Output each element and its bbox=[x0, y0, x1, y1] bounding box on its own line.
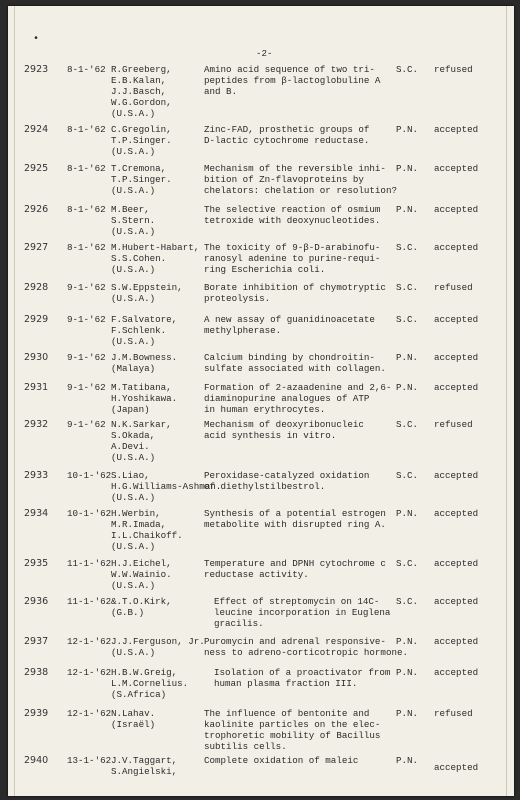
author-line: (Malaya) bbox=[111, 363, 156, 374]
title-line: metabolite with disrupted ring A. bbox=[204, 519, 386, 530]
title-line: leucine incorporation in Euglena bbox=[214, 607, 391, 618]
author-line: (U.S.A.) bbox=[111, 264, 156, 275]
entry-status: accepted bbox=[434, 352, 479, 363]
title-line: trophoretic mobility of Bacillus bbox=[204, 730, 381, 741]
author-line: H.Werbin, bbox=[111, 508, 161, 519]
author-line: A.Devi. bbox=[111, 441, 150, 452]
title-line: Borate inhibition of chymotryptic bbox=[204, 282, 386, 293]
entry-number: 2929 bbox=[24, 314, 49, 325]
author-line: M.R.Imada, bbox=[111, 519, 167, 530]
entry-number: 2924 bbox=[24, 124, 49, 135]
entry-number: 2937 bbox=[24, 636, 49, 647]
author-line: L.M.Cornelius. bbox=[111, 678, 189, 689]
title-line: proteolysis. bbox=[204, 293, 271, 304]
title-line: D-lactic cytochrome reductase. bbox=[204, 135, 370, 146]
title-line: tetroxide with deoxynucleotides. bbox=[204, 215, 381, 226]
title-line: The selective reaction of osmium bbox=[204, 204, 381, 215]
entry-title bbox=[204, 382, 402, 415]
author-line: S.Liao, bbox=[111, 470, 150, 481]
author-line: J.M.Bowness. bbox=[111, 352, 178, 363]
entry-number: 2933 bbox=[24, 470, 49, 481]
entry-journal: P.N. bbox=[396, 124, 419, 135]
title-line: chelators: chelation or resolution? bbox=[204, 185, 397, 196]
entry-status: accepted bbox=[434, 242, 479, 253]
author-line: J.J.Basch, bbox=[111, 86, 167, 97]
entry-journal: P.N. bbox=[396, 636, 419, 647]
entry-date: 8-1-'62 bbox=[67, 124, 106, 135]
mark: • bbox=[33, 34, 40, 45]
entry-journal: P.N. bbox=[396, 204, 419, 215]
entry-date: 13-1-'62 bbox=[67, 755, 112, 766]
entry-status: refused bbox=[434, 64, 473, 75]
entry-authors bbox=[111, 163, 219, 196]
entry-authors bbox=[111, 755, 219, 777]
author-line: (U.S.A.) bbox=[111, 541, 156, 552]
entry-authors bbox=[111, 508, 219, 552]
title-line: The toxicity of 9-β-D-arabinofu- bbox=[204, 242, 381, 253]
author-line: T.P.Singer. bbox=[111, 135, 172, 146]
author-line: H.B.W.Greig, bbox=[111, 667, 178, 678]
entry-number: 2927 bbox=[24, 242, 49, 253]
entry-status: refused bbox=[434, 708, 473, 719]
entry-date: 11-1-'62 bbox=[67, 558, 112, 569]
entry-number: 2940 bbox=[24, 755, 49, 766]
author-line: M.Beer, bbox=[111, 204, 150, 215]
entry-number: 2928 bbox=[24, 282, 49, 293]
entry-date: 9-1-'62 bbox=[67, 382, 106, 393]
entry-number: 2932 bbox=[24, 419, 49, 430]
title-line: gracilis. bbox=[214, 618, 264, 629]
entry-authors bbox=[111, 124, 219, 157]
entry-status: accepted bbox=[434, 558, 479, 569]
title-line: A new assay of guanidinoacetate bbox=[204, 314, 375, 325]
entry-date: 8-1-'62 bbox=[67, 64, 106, 75]
entry-journal: S.C. bbox=[396, 596, 419, 607]
title-line: ness to adreno-corticotropic hormone. bbox=[204, 647, 408, 658]
entry-number: 2938 bbox=[24, 667, 49, 678]
title-line: Calcium binding by chondroitin- bbox=[204, 352, 375, 363]
author-line: (U.S.A.) bbox=[111, 293, 156, 304]
author-line: S.Okada, bbox=[111, 430, 156, 441]
title-line: Effect of streptomycin on 14C- bbox=[214, 596, 380, 607]
author-line: C.Gregolin, bbox=[111, 124, 172, 135]
entry-status: accepted bbox=[434, 204, 479, 215]
entry-authors bbox=[111, 419, 219, 463]
entry-date: 10-1-'62 bbox=[67, 470, 112, 481]
entry-date: 8-1-'62 bbox=[67, 163, 106, 174]
entry-title bbox=[204, 352, 402, 374]
title-line: of diethylstilbestrol. bbox=[204, 481, 326, 492]
title-line: Isolation of a proactivator from bbox=[214, 667, 391, 678]
entry-status: accepted bbox=[434, 636, 479, 647]
title-line: ranosyl adenine to purine-requi- bbox=[204, 253, 381, 264]
entry-authors bbox=[111, 596, 219, 618]
title-line: Complete oxidation of maleic bbox=[204, 755, 359, 766]
entry-date: 11-1-'62 bbox=[67, 596, 112, 607]
title-line: peptides from β-lactoglobuline A bbox=[204, 75, 381, 86]
entry-status: accepted bbox=[434, 470, 479, 481]
entry-status: accepted bbox=[434, 124, 479, 135]
author-line: (U.S.A.) bbox=[111, 185, 156, 196]
author-line: E.B.Kalan, bbox=[111, 75, 167, 86]
entry-number: 2931 bbox=[24, 382, 49, 393]
author-line: T.P.Singer. bbox=[111, 174, 172, 185]
entry-title bbox=[204, 204, 402, 226]
entry-status: accepted bbox=[434, 508, 479, 519]
entry-number: 2936 bbox=[24, 596, 49, 607]
entry-journal: P.N. bbox=[396, 382, 419, 393]
title-line: Mechanism of the reversible inhi- bbox=[204, 163, 386, 174]
entry-number: 2925 bbox=[24, 163, 49, 174]
entry-authors bbox=[111, 382, 219, 415]
entry-date: 9-1-'62 bbox=[67, 419, 106, 430]
title-line: acid synthesis in vitro. bbox=[204, 430, 337, 441]
author-line: (U.S.A.) bbox=[111, 647, 156, 658]
author-line: W.W.Wainio. bbox=[111, 569, 172, 580]
entry-status: refused bbox=[434, 419, 473, 430]
entry-date: 12-1-'62 bbox=[67, 636, 112, 647]
author-line: (Japan) bbox=[111, 404, 150, 415]
title-line: Mechanism of deoxyribonucleic bbox=[204, 419, 364, 430]
entry-title bbox=[204, 124, 402, 146]
page-number: -2- bbox=[256, 48, 273, 59]
entry-date: 9-1-'62 bbox=[67, 282, 106, 293]
entry-journal: S.C. bbox=[396, 558, 419, 569]
title-line: and B. bbox=[204, 86, 238, 97]
entry-authors bbox=[111, 470, 222, 503]
entry-status: refused bbox=[434, 282, 473, 293]
entry-authors bbox=[111, 667, 219, 700]
entry-number: 2930 bbox=[24, 352, 49, 363]
entry-journal: P.N. bbox=[396, 708, 419, 719]
entry-status: accepted bbox=[434, 667, 479, 678]
title-line: human plasma fraction III. bbox=[214, 678, 358, 689]
entry-number: 2935 bbox=[24, 558, 49, 569]
author-line: R.Greeberg, bbox=[111, 64, 172, 75]
entry-authors bbox=[111, 558, 219, 591]
entry-title bbox=[204, 470, 402, 492]
entry-status: accepted bbox=[434, 762, 479, 773]
entry-title bbox=[214, 596, 412, 629]
author-line: T.Cremona, bbox=[111, 163, 167, 174]
title-line: Amino acid sequence of two tri- bbox=[204, 64, 375, 75]
entry-authors bbox=[111, 242, 219, 275]
entry-authors bbox=[111, 314, 219, 347]
author-line: M.Hubert-Habart, bbox=[111, 242, 200, 253]
author-line: S.Stern. bbox=[111, 215, 156, 226]
entry-status: accepted bbox=[434, 314, 479, 325]
title-line: ring Escherichia coli. bbox=[204, 264, 326, 275]
author-line: F.Salvatore, bbox=[111, 314, 178, 325]
document-page bbox=[8, 6, 514, 796]
author-line: (U.S.A.) bbox=[111, 226, 156, 237]
entry-title bbox=[204, 314, 402, 336]
entry-authors bbox=[111, 204, 219, 237]
entry-journal: P.N. bbox=[396, 755, 419, 766]
author-line: (U.S.A.) bbox=[111, 336, 156, 347]
author-line: S.Angielski, bbox=[111, 766, 178, 777]
entry-title bbox=[204, 708, 402, 752]
entry-number: 2926 bbox=[24, 204, 49, 215]
title-line: diaminopurine analogues of ATP bbox=[204, 393, 370, 404]
author-line: H.G.Williams-Ashman. bbox=[111, 481, 222, 492]
author-line: &.T.O.Kirk, bbox=[111, 596, 172, 607]
author-line: (S.Africa) bbox=[111, 689, 167, 700]
entry-number: 2939 bbox=[24, 708, 49, 719]
entry-title bbox=[204, 163, 402, 196]
entry-journal: S.C. bbox=[396, 470, 419, 481]
entry-date: 9-1-'62 bbox=[67, 352, 106, 363]
entry-journal: S.C. bbox=[396, 419, 419, 430]
entry-journal: S.C. bbox=[396, 282, 419, 293]
author-line: J.J.Ferguson, Jr. bbox=[111, 636, 205, 647]
author-line: H.J.Eichel, bbox=[111, 558, 172, 569]
entry-date: 9-1-'62 bbox=[67, 314, 106, 325]
author-line: (G.B.) bbox=[111, 607, 145, 618]
author-line: (U.S.A.) bbox=[111, 146, 156, 157]
entry-title bbox=[204, 64, 402, 97]
entry-date: 8-1-'62 bbox=[67, 242, 106, 253]
entry-journal: S.C. bbox=[396, 314, 419, 325]
entry-journal: P.N. bbox=[396, 352, 419, 363]
margin-rule bbox=[506, 6, 507, 796]
author-line: (U.S.A.) bbox=[111, 580, 156, 591]
title-line: sulfate associated with collagen. bbox=[204, 363, 386, 374]
author-line: (U.S.A.) bbox=[111, 452, 156, 463]
entry-date: 10-1-'62 bbox=[67, 508, 112, 519]
title-line: The influence of bentonite and bbox=[204, 708, 370, 719]
entry-title bbox=[204, 558, 402, 580]
title-line: kaolinite particles on the elec- bbox=[204, 719, 381, 730]
entry-authors bbox=[111, 64, 219, 119]
entry-title bbox=[204, 508, 402, 530]
title-line: Formation of 2-azaadenine and 2,6- bbox=[204, 382, 392, 393]
entry-title bbox=[214, 667, 412, 689]
entry-journal: S.C. bbox=[396, 64, 419, 75]
margin-rule bbox=[14, 6, 15, 796]
author-line: W.G.Gordon, bbox=[111, 97, 172, 108]
title-line: subtilis cells. bbox=[204, 741, 287, 752]
author-line: I.L.Chaikoff. bbox=[111, 530, 183, 541]
entry-number: 2923 bbox=[24, 64, 49, 75]
entry-status: accepted bbox=[434, 596, 479, 607]
entry-authors bbox=[111, 636, 219, 658]
title-line: methylpherase. bbox=[204, 325, 282, 336]
entry-journal: S.C. bbox=[396, 242, 419, 253]
entry-status: accepted bbox=[434, 163, 479, 174]
author-line: (Israël) bbox=[111, 719, 156, 730]
entry-authors bbox=[111, 708, 219, 730]
entry-title bbox=[204, 282, 402, 304]
entry-date: 12-1-'62 bbox=[67, 667, 112, 678]
entry-date: 12-1-'62 bbox=[67, 708, 112, 719]
entry-title bbox=[204, 419, 402, 441]
entry-number: 2934 bbox=[24, 508, 49, 519]
author-line: N.Lahav. bbox=[111, 708, 156, 719]
title-line: bition of Zn-flavoproteins by bbox=[204, 174, 364, 185]
entry-authors bbox=[111, 282, 219, 304]
author-line: (U.S.A.) bbox=[111, 108, 156, 119]
author-line: J.V.Taggart, bbox=[111, 755, 178, 766]
entry-title bbox=[204, 755, 402, 766]
author-line: M.Tatibana, bbox=[111, 382, 172, 393]
title-line: in human erythrocytes. bbox=[204, 404, 326, 415]
entry-journal: P.N. bbox=[396, 508, 419, 519]
author-line: (U.S.A.) bbox=[111, 492, 156, 503]
author-line: N.K.Sarkar, bbox=[111, 419, 172, 430]
author-line: H.Yoshikawa. bbox=[111, 393, 178, 404]
title-line: Synthesis of a potential estrogen bbox=[204, 508, 386, 519]
entry-journal: P.N. bbox=[396, 163, 419, 174]
title-line: Temperature and DPNH cytochrome c bbox=[204, 558, 386, 569]
entry-authors bbox=[111, 352, 219, 374]
author-line: S.S.Cohen. bbox=[111, 253, 167, 264]
author-line: F.Schlenk. bbox=[111, 325, 167, 336]
entry-date: 8-1-'62 bbox=[67, 204, 106, 215]
entry-status: accepted bbox=[434, 382, 479, 393]
title-line: Puromycin and adrenal responsive- bbox=[204, 636, 386, 647]
author-line: S.W.Eppstein, bbox=[111, 282, 183, 293]
entry-title bbox=[204, 242, 402, 275]
entry-journal: P.N. bbox=[396, 667, 419, 678]
title-line: Peroxidase-catalyzed oxidation bbox=[204, 470, 370, 481]
title-line: reductase activity. bbox=[204, 569, 309, 580]
title-line: Zinc-FAD, prosthetic groups of bbox=[204, 124, 370, 135]
